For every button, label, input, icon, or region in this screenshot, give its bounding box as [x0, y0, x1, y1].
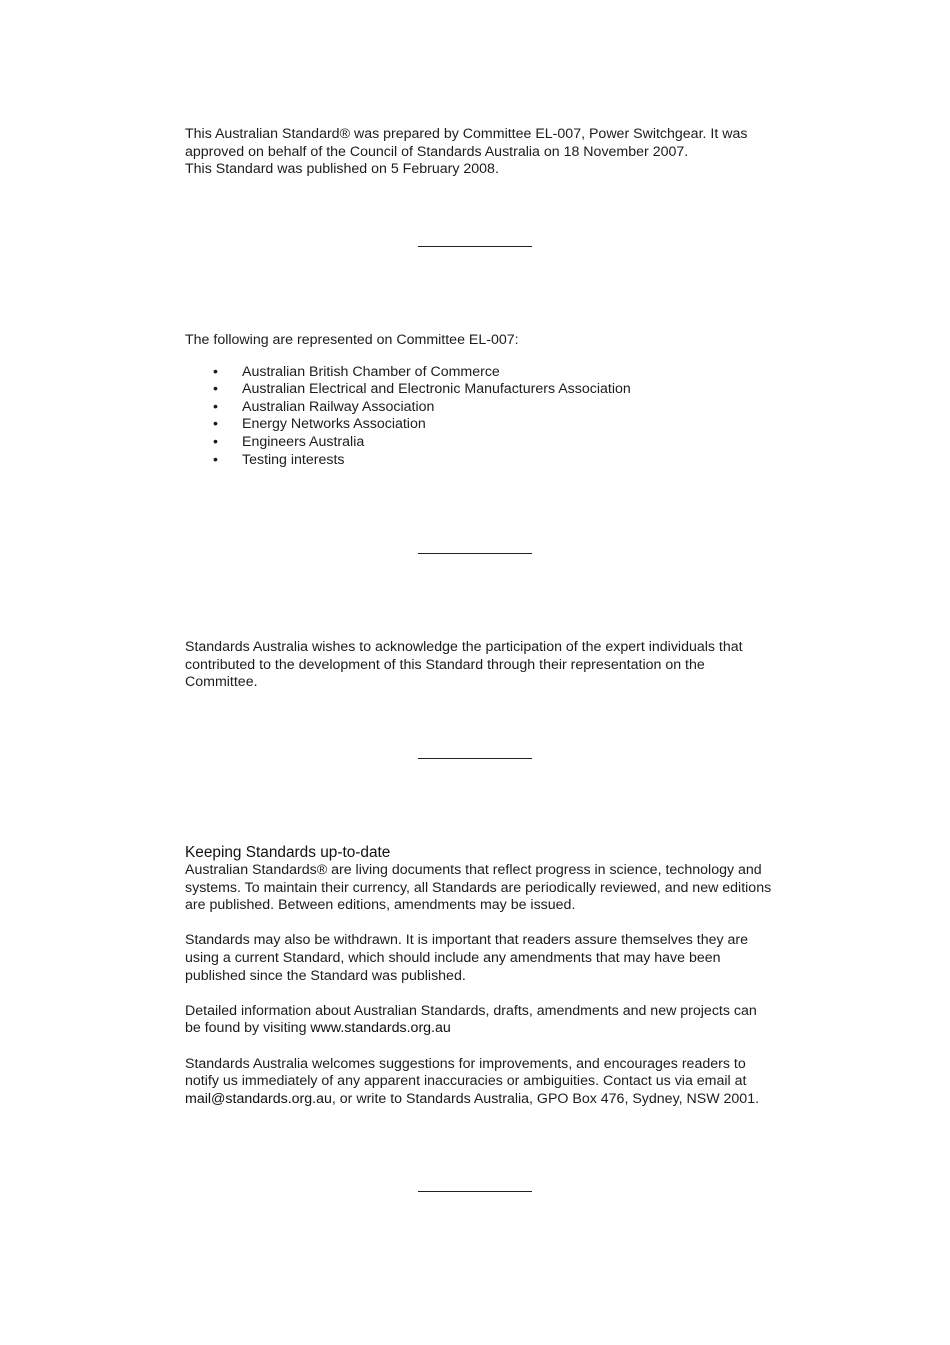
email-link[interactable]: mail@standards.org.au: [185, 1090, 332, 1107]
paragraph-text: be found by visiting: [185, 1020, 311, 1037]
committee-member: Australian Railway Association: [242, 398, 435, 415]
bullet-icon: •: [213, 381, 218, 398]
section-divider: [418, 758, 532, 759]
paragraph-text: , or write to Standards Australia, GPO Box 476, Sydney, NSW 2001.: [331, 1090, 760, 1107]
paragraph-line: systems. To maintain their currency, all Standards are periodically reviewed, and new editions: [185, 879, 772, 896]
section-heading: Keeping Standards up-to-date: [185, 844, 391, 861]
list-item: [185, 452, 775, 470]
section-divider: [418, 1191, 532, 1192]
committee-intro: The following are represented on Committee EL-007:: [185, 332, 519, 348]
bullet-icon: •: [213, 433, 218, 450]
committee-member: Australian Electrical and Electronic Manufacturers Association: [242, 381, 631, 398]
paragraph-line: published since the Standard was published.: [185, 967, 466, 984]
keeping-up-to-date-section: [185, 844, 775, 1108]
paragraph-line: [185, 1091, 775, 1109]
acknowledgement-line-3: Committee.: [185, 674, 258, 691]
list-item: [185, 434, 775, 452]
acknowledgement: [185, 639, 775, 692]
list-item: [185, 381, 775, 399]
preparation-notice: [185, 126, 775, 179]
acknowledgement-line-2: contributed to the development of this Standard through their representation on the: [185, 656, 705, 673]
paragraph-line: Detailed information about Australian Standards, drafts, amendments and new projects can: [185, 1002, 757, 1019]
committee-member-list: [185, 364, 775, 470]
committee-member: Australian British Chamber of Commerce: [242, 363, 500, 380]
bullet-icon: •: [213, 363, 218, 380]
list-item: [185, 416, 775, 434]
preparation-line-2: approved on behalf of the Council of Standards Australia on 18 November 2007.: [185, 143, 689, 160]
section-divider: [418, 553, 532, 554]
committee-member: Energy Networks Association: [242, 416, 426, 433]
list-item: [185, 399, 775, 417]
paragraph-line: [185, 1020, 775, 1038]
paragraph-line: notify us immediately of any apparent inaccuracies or ambiguities. Contact us via email at: [185, 1073, 747, 1090]
preparation-line-1: This Australian Standard® was prepared by Committee EL-007, Power Switchgear. It was: [185, 126, 748, 142]
acknowledgement-line-1: Standards Australia wishes to acknowledge the participation of the expert individuals that: [185, 639, 743, 655]
list-item: [185, 364, 775, 382]
bullet-icon: •: [213, 451, 218, 468]
website-link[interactable]: www.standards.org.au: [310, 1020, 451, 1037]
paragraph-line: Standards may also be withdrawn. It is important that readers assure themselves they are: [185, 932, 749, 949]
section-divider: [418, 246, 532, 247]
bullet-icon: •: [213, 398, 218, 415]
paragraph-line: Australian Standards® are living documents that reflect progress in science, technology and: [185, 862, 762, 878]
paragraph-line: using a current Standard, which should include any amendments that may have been: [185, 949, 721, 966]
bullet-icon: •: [213, 416, 218, 433]
preparation-line-3: This Standard was published on 5 February 2008.: [185, 161, 499, 178]
committee-member: Engineers Australia: [242, 433, 365, 450]
paragraph-line: Standards Australia welcomes suggestions for improvements, and encourages readers to: [185, 1055, 746, 1072]
paragraph-line: are published. Between editions, amendments may be issued.: [185, 897, 576, 914]
committee-section: [185, 332, 775, 469]
committee-member: Testing interests: [242, 451, 345, 468]
